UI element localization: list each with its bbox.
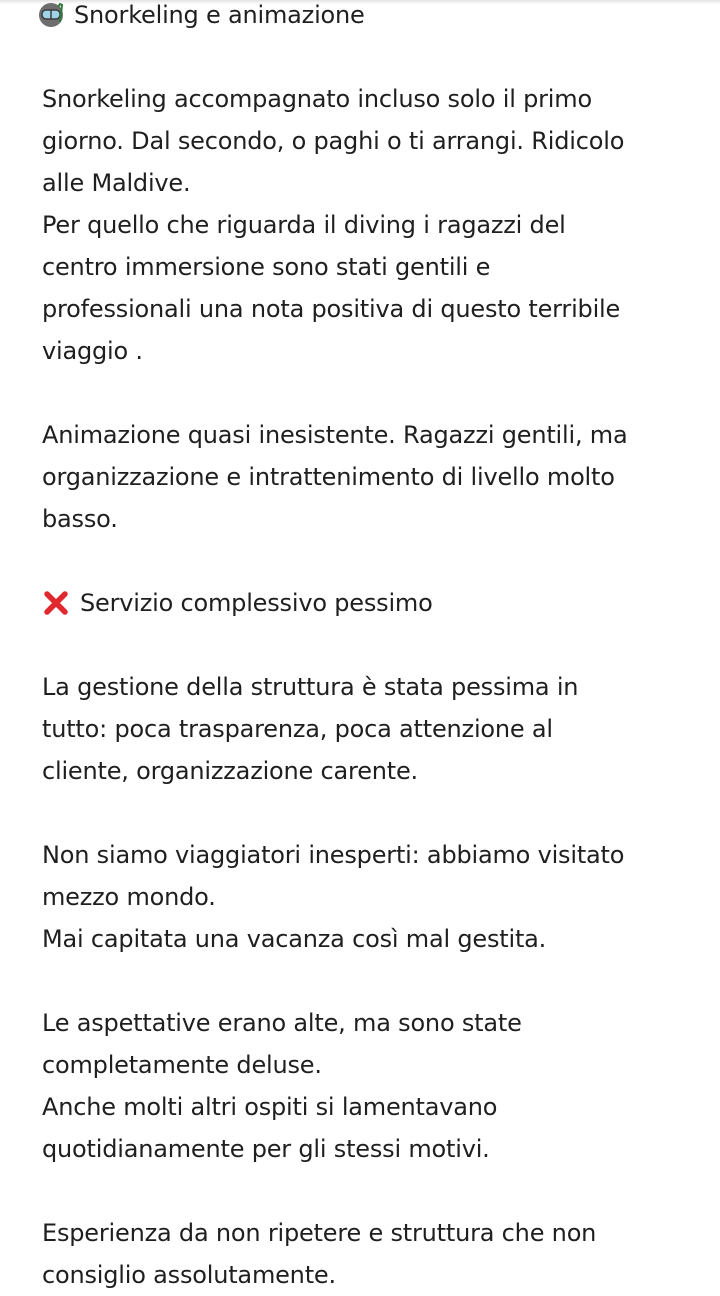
text-line: viaggio . (42, 337, 143, 365)
paragraph-esperienza (42, 1212, 692, 1296)
text-line: Anche molti altri ospiti si lamentavano (42, 1093, 498, 1121)
snorkel-mask-icon (38, 2, 64, 28)
text-line: basso. (42, 505, 118, 533)
text-line: professionali una nota positiva di questo terribile (42, 295, 621, 323)
paragraph-viaggiatori (42, 834, 692, 960)
section-heading-text: Snorkeling e animazione (74, 1, 365, 29)
section-heading-snorkeling (38, 0, 692, 36)
text-line: consiglio assolutamente. (42, 1261, 336, 1289)
text-line: centro immersione sono stati gentili e (42, 253, 491, 281)
text-line: quotidianamente per gli stessi motivi. (42, 1135, 490, 1163)
text-line: completamente deluse. (42, 1051, 322, 1079)
text-line: tutto: poca trasparenza, poca attenzione al (42, 715, 553, 743)
text-line: alle Maldive. (42, 169, 191, 197)
text-line: Non siamo viaggiatori inesperti: abbiamo visitato (42, 841, 625, 869)
paragraph-snorkeling (42, 78, 692, 372)
paragraph-aspettative (42, 1002, 692, 1170)
red-cross-icon (42, 589, 70, 617)
paragraph-animazione (42, 414, 692, 540)
text-line: cliente, organizzazione carente. (42, 757, 418, 785)
text-line: Animazione quasi inesistente. Ragazzi gentili, ma (42, 421, 628, 449)
text-line: giorno. Dal secondo, o paghi o ti arrangi. Ridicolo (42, 127, 625, 155)
section-heading-servizio (42, 582, 692, 624)
text-line: Per quello che riguarda il diving i ragazzi del (42, 211, 566, 239)
text-line: mezzo mondo. (42, 883, 216, 911)
text-line: Esperienza da non ripetere e struttura che non (42, 1219, 597, 1247)
text-line: Snorkeling accompagnato incluso solo il primo (42, 85, 592, 113)
text-line: organizzazione e intrattenimento di livello molto (42, 463, 615, 491)
text-line: Le aspettative erano alte, ma sono state (42, 1009, 522, 1037)
review-body (42, 0, 692, 1296)
paragraph-gestione (42, 666, 692, 792)
text-line: Mai capitata una vacanza così mal gestita. (42, 925, 547, 953)
section-heading-text: Servizio complessivo pessimo (80, 589, 433, 617)
text-line: La gestione della struttura è stata pessima in (42, 673, 579, 701)
